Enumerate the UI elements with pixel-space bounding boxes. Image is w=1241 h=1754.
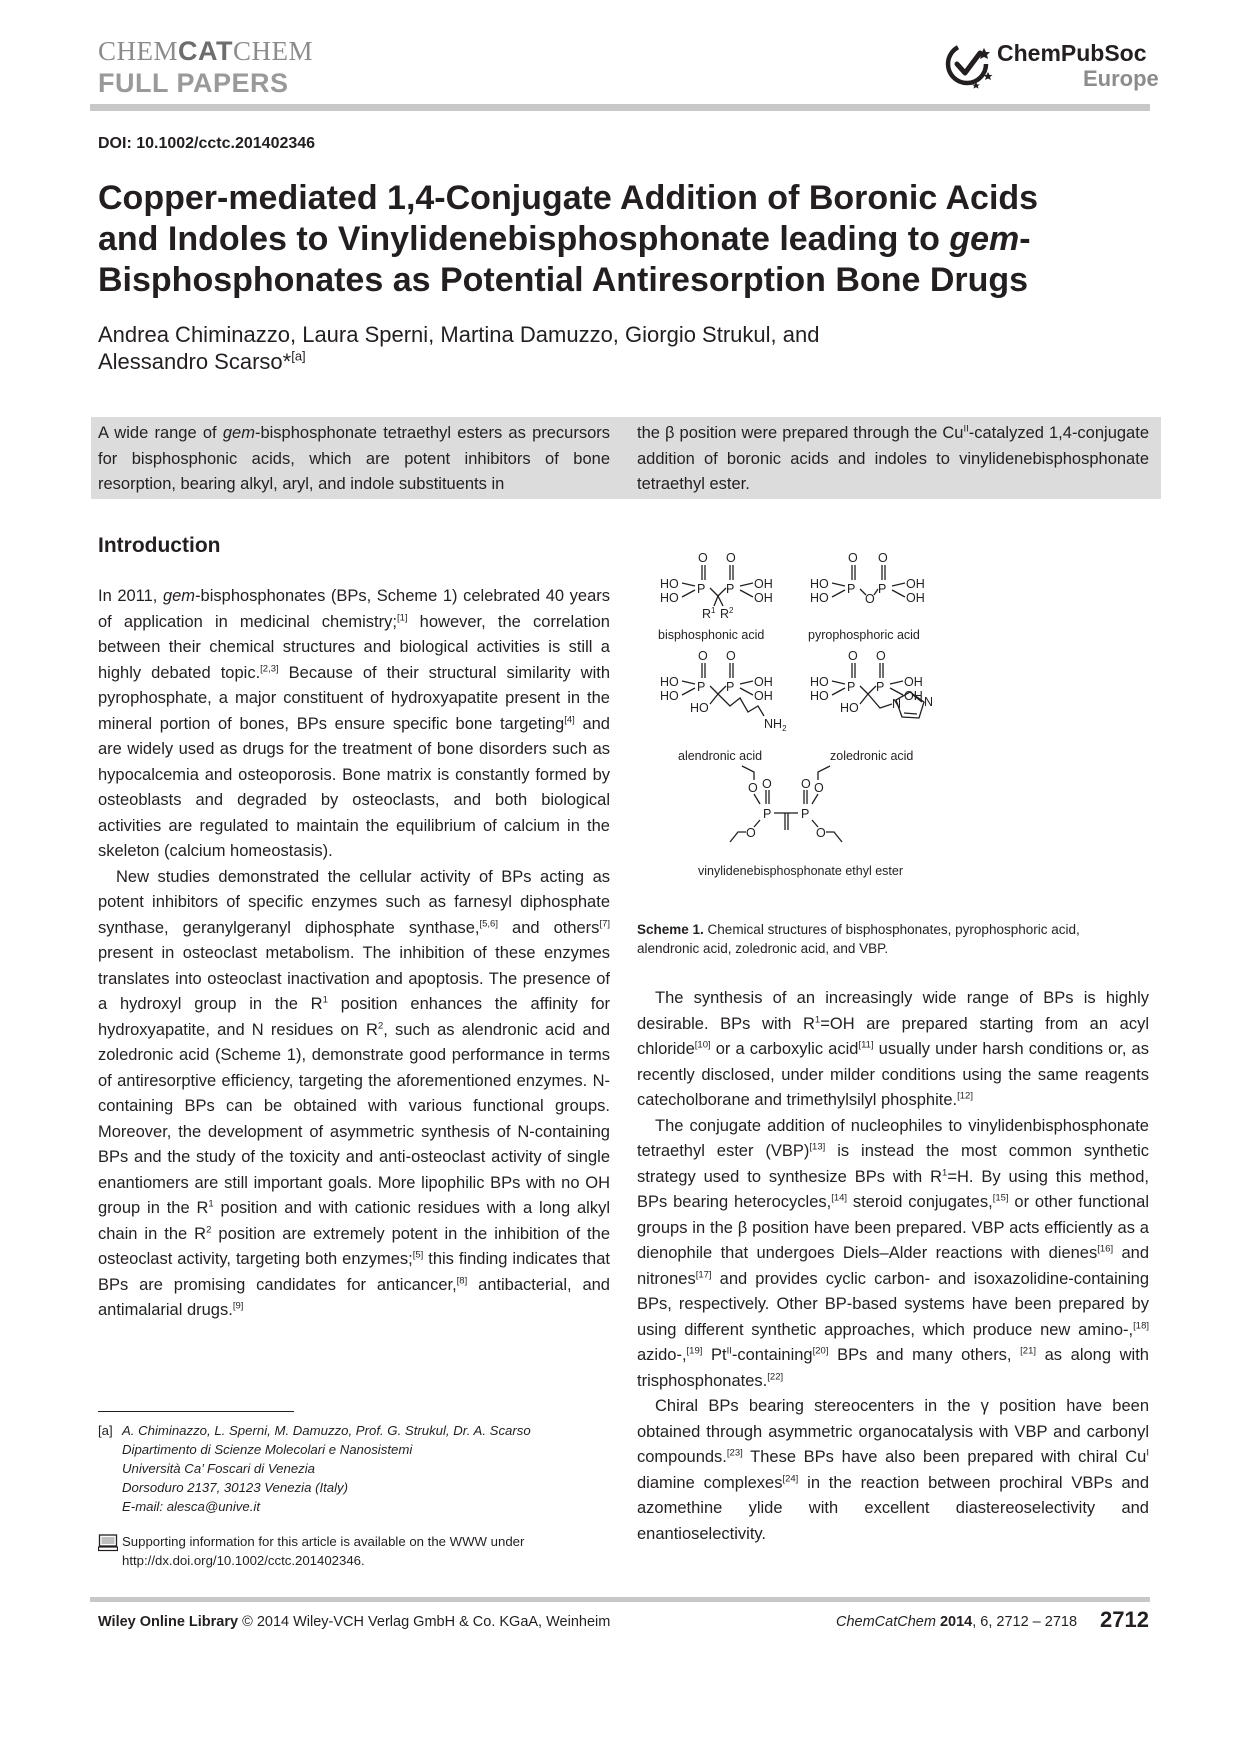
introduction-heading: Introduction	[98, 534, 221, 557]
journal-name: CHEMCATCHEM	[98, 36, 314, 66]
chempubsoc-logo-icon	[940, 38, 1000, 94]
supporting-info-note: Supporting information for this article is available on the WWW under http://dx.doi.org/10.1002/cctc.201402346.	[98, 1532, 608, 1570]
svg-text:N: N	[924, 695, 934, 709]
svg-text:R1: $R^1$	[702, 606, 716, 621]
svg-text:O: O	[726, 649, 736, 663]
atom-o: O	[726, 551, 736, 565]
svg-text:HO: HO	[810, 577, 829, 591]
svg-text:O: O	[801, 777, 811, 791]
svg-text:OH: OH	[904, 689, 923, 703]
author-list: Andrea Chiminazzo, Laura Sperni, Martina Damuzzo, Giorgio Strukul, and Alessandro Scarso*[a]	[98, 322, 820, 374]
body-left-column: In 2011, gem-bisphosphonates (BPs, Scheme 1) celebrated 40 years of application in medicinal chemistry;[1] however, the correlation between their chemical structures and biological activities is still a highly debated topic.[2,3] Because of their structural similarity with pyrophosphate, a major constituent of hydroxyapatite present in the mineral portion of bones, BPs ensure specific bone targeting[4] and are widely used as drugs for the treatment of bone disorders such as hypocalcemia and osteoporosis. Bone matrix is constantly formed by osteoblasts and degraded by osteoclasts, and both biological activities are regulated to maintain the equilibrium of calcium in the skeleton (calcium homeostasis). New studies demonstrated the cellular activity of BPs acting as potent inhibitors of specific enzymes such as farnesyl diphosphate synthase, geranylgeranyl diphosphate synthase,[5,6] and others[7] present in osteoclast metabolism. The inhibition of these enzymes translates into osteoclast inactivation and apoptosis. The presence of a hydroxyl group in the $R^1$ position enhances the affinity for hydroxyapatite, and N residues on $R^2$, such as alendronic acid and zoledronic acid (Scheme 1), demonstrate good performance in terms of antiresorptive efficiency, targeting the aforementioned enzymes. N-containing BPs can be obtained with various functional groups. Moreover, the development of asymmetric synthesis of N-containing BPs and the study of the toxicity and anti-osteoclast activity of single enantiomers are still important goals. More lipophilic BPs with no OH group in the $R^1$ position and with cationic residues with a long alkyl chain in the $R^2$ position are extremely potent in the inhibition of the osteoclast activity, targeting both enzymes;[5] this finding indicates that BPs are promising candidates for anticancer,[8] antibacterial, and antimalarial drugs.[9]	[98, 587, 611, 1319]
label-pyrophosphoric-acid: pyrophosphoric acid	[808, 628, 920, 642]
svg-text:O: O	[814, 781, 824, 795]
svg-text:O: O	[698, 649, 708, 663]
label-vbp: vinylidenebisphosphonate ethyl ester	[698, 864, 903, 878]
svg-text:HO: HO	[810, 591, 829, 605]
footer-copyright: Wiley Online Library © 2014 Wiley-VCH Verlag GmbH & Co. KGaA, Weinheim	[98, 1614, 611, 1630]
svg-text:O: O	[816, 826, 826, 840]
svg-text:P: P	[763, 807, 772, 821]
svg-text:HO: HO	[810, 689, 829, 703]
svg-text:OH: OH	[906, 577, 925, 591]
svg-text:OH: OH	[754, 675, 773, 689]
computer-icon	[98, 1534, 118, 1552]
svg-text:HO: HO	[660, 689, 679, 703]
svg-text:O: O	[865, 592, 875, 606]
svg-text:O: O	[878, 551, 888, 565]
svg-text:HO: HO	[690, 701, 709, 715]
affiliation-footnote: [a] A. Chiminazzo, L. Sperni, M. Damuzzo, Prof. G. Strukul, Dr. A. Scarso Dipartimento di Scienze Molecolari e Nanosistemi Università Ca’ Foscari di Venezia Dorsoduro 2137, 30123 Venezia (Italy) E-mail: alesca@unive.it	[98, 1423, 531, 1514]
atom-p: P	[697, 582, 706, 596]
abstract-left: A wide range of gem-bisphosphonate tetraethyl esters as precursors for bisphosphonic acids, which are potent inhibitors of bone resorption, bearing alkyl, aryl, and indole substituents in	[98, 424, 611, 493]
publisher-name: ChemPubSoc	[997, 40, 1147, 66]
footer-citation: ChemCatChem 2014, 6, 2712 – 2718	[836, 1614, 1078, 1630]
svg-text:O: O	[876, 649, 886, 663]
atom-ho: HO	[660, 577, 679, 591]
article-title: Copper-mediated 1,4-Conjugate Addition of Boronic Acids and Indoles to Vinylidenebisphosphonate leading to gem- Bisphosphonates as Potential Antiresorption Bone Drugs	[98, 179, 1039, 299]
body-right-column: The synthesis of an increasingly wide range of BPs is highly desirable. BPs with $R^1=OH$ are prepared starting from an acyl chloride[10] or a carboxylic acid[11] usually under harsh conditions or, as recently disclosed, under milder conditions using the same reagents catecholborane and trimethylsilyl phosphite.[12] The conjugate addition of nucleophiles to vinylidenbisphosphonate tetraethyl ester (VBP)[13] is instead the most common synthetic strategy used to synthesize BPs with $R^1=H$. By using this method, BPs bearing heterocycles,[14] steroid conjugates,[15] or other functional groups in the β position have been prepared. VBP acts efficiently as a dienophile that undergoes Diels–Alder reactions with dienes[16] and nitrones[17] and provides cyclic carbon- and isoxazolidine-containing BPs, respectively. Other BP-based systems have been prepared by using different synthetic approaches, which produce new amino-,[18] azido-,[19] $Pt^{II}-containing[20]$ BPs and many others, [21] as along with trisphosphonates.[22] Chiral BPs bearing stereocenters in the γ position have been obtained through asymmetric organocatalysis with VBP and carbonyl compounds.[23] These BPs have also been prepared with chiral $Cu^I$ diamine complexes[24] in the reaction between prochiral VBPs and azomethine ylide with excellent diastereoselectivity and enantioselectivity.	[637, 989, 1149, 1543]
atom-oh: OH	[754, 577, 773, 591]
svg-text:OH: OH	[904, 675, 923, 689]
svg-text:P: P	[847, 680, 856, 694]
svg-text:O: O	[746, 826, 756, 840]
svg-text:P: P	[876, 680, 885, 694]
svg-text:OH: OH	[754, 689, 773, 703]
doi: DOI: 10.1002/cctc.201402346	[98, 135, 316, 152]
publisher-region: Europe	[1083, 66, 1159, 91]
footer-rule	[90, 1597, 1150, 1602]
svg-text:NH2: $NH_2$	[764, 717, 787, 733]
label-alendronic-acid: alendronic acid	[678, 749, 763, 763]
svg-text:P: P	[697, 680, 706, 694]
label-bisphosphonic-acid: bisphosphonic acid	[658, 628, 765, 642]
svg-text:HO: HO	[660, 675, 679, 689]
atom-o: O	[698, 551, 708, 565]
svg-text:P: P	[726, 680, 735, 694]
atom-oh: OH	[754, 591, 773, 605]
scheme-caption: Scheme 1. Chemical structures of bisphosphonates, pyrophosphoric acid, alendronic acid, zoledronic acid, and VBP.	[637, 922, 1080, 956]
scheme-1-structures	[630, 540, 1150, 900]
svg-text:OH: OH	[906, 591, 925, 605]
section-heading: FULL PAPERS	[98, 68, 289, 98]
svg-text:P: P	[847, 582, 856, 596]
label-zoledronic-acid: zoledronic acid	[830, 749, 914, 763]
abstract-right: the β position were prepared through the $Cu^{II}$-catalyzed 1,4-conjugate addition of boronic acids and indoles to vinylidenebisphosphonate tetraethyl ester.	[637, 423, 1149, 493]
footnote-rule	[98, 1411, 294, 1412]
svg-text:HO: HO	[840, 701, 859, 715]
page-number: 2712	[1100, 1607, 1149, 1632]
svg-text:O: O	[848, 551, 858, 565]
svg-text:O: O	[748, 781, 758, 795]
svg-text:R2: $R^2$	[720, 606, 734, 621]
svg-text:P: P	[801, 807, 810, 821]
svg-text:O: O	[848, 649, 858, 663]
svg-text:HO: HO	[810, 675, 829, 689]
svg-text:O: O	[762, 777, 772, 791]
svg-text:N: N	[892, 697, 902, 711]
header-rule	[90, 104, 1150, 111]
atom-p: P	[726, 582, 735, 596]
svg-text:P: P	[878, 582, 887, 596]
atom-ho: HO	[660, 591, 679, 605]
